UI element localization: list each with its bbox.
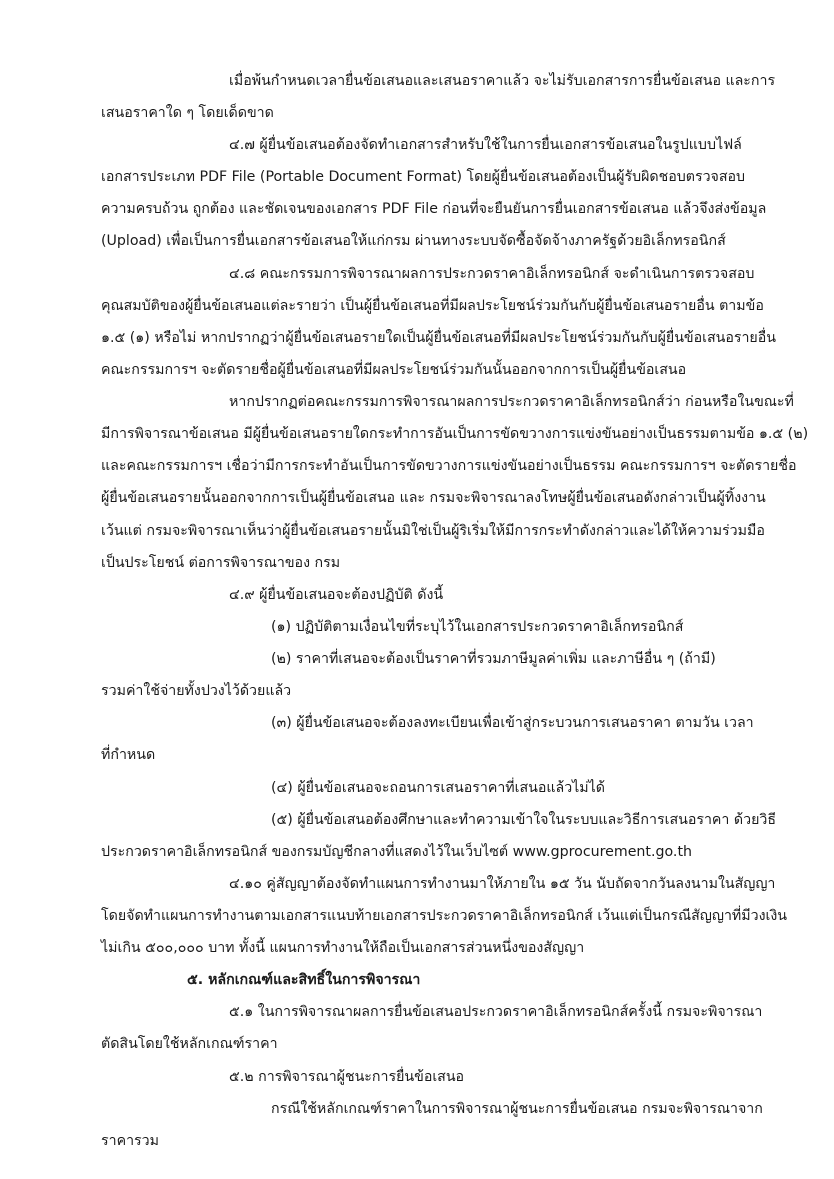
text-line: ๔.๘ คณะกรรมการพิจารณาผลการประกวดราคาอิเล็กทรอนิกส์ จะดำเนินการตรวจสอบ (229, 266, 755, 282)
text-line: ที่กำหนด (101, 747, 156, 763)
text-line: (๕) ผู้ยื่นข้อเสนอต้องศึกษาและทำความเข้าใจในระบบและวิธีการเสนอราคา ด้วยวิธี (271, 812, 777, 828)
text-line: ๔.๙ ผู้ยื่นข้อเสนอจะต้องปฏิบัติ ดังนี้ (229, 587, 444, 603)
text-line: เมื่อพ้นกำหนดเวลายื่นข้อเสนอและเสนอราคาแล้ว จะไม่รับเอกสารการยื่นข้อเสนอ และการ (229, 73, 776, 89)
text-line: คุณสมบัติของผู้ยื่นข้อเสนอแต่ละรายว่า เป็นผู้ยื่นข้อเสนอที่มีผลประโยชน์ร่วมกันกับผู้ยื่นข้อเสนอรายอื่น ตามข้อ (101, 298, 764, 314)
text-line: ๑.๕ (๑) หรือไม่ หากปรากฏว่าผู้ยื่นข้อเสนอรายใดเป็นผู้ยื่นข้อเสนอที่มีผลประโยชน์ร่วมกันกับผู้ยื่นข้อเสนอรายอื่น (101, 330, 776, 346)
text-line: (๔) ผู้ยื่นข้อเสนอจะถอนการเสนอราคาที่เสนอแล้วไม่ได้ (271, 780, 606, 796)
text-line: และคณะกรรมการฯ เชื่อว่ามีการกระทำอันเป็นการขัดขวางการแข่งขันอย่างเป็นธรรม คณะกรรมการฯ จะตัดรายชื่อ (101, 458, 797, 474)
text-line: หากปรากฏต่อคณะกรรมการพิจารณาผลการประกวดราคาอิเล็กทรอนิกส์ว่า ก่อนหรือในขณะที่ (229, 394, 794, 410)
text-line: ประกวดราคาอิเล็กทรอนิกส์ ของกรมบัญชีกลางที่แสดงไว้ในเว็บไซต์ www.gprocurement.go.th (101, 844, 692, 860)
section-heading: ๕. หลักเกณฑ์และสิทธิ์ในการพิจารณา (187, 972, 421, 988)
text-line: ตัดสินโดยใช้หลักเกณฑ์ราคา (101, 1036, 278, 1052)
text-line: คณะกรรมการฯ จะตัดรายชื่อผู้ยื่นข้อเสนอที่มีผลประโยชน์ร่วมกันนั้นออกจากการเป็นผู้ยื่นข้อเสนอ (101, 362, 687, 378)
text-line: ผู้ยื่นข้อเสนอรายนั้นออกจากการเป็นผู้ยื่นข้อเสนอ และ กรมจะพิจารณาลงโทษผู้ยื่นข้อเสนอดังกล่าวเป็นผู้ทิ้งงาน (101, 490, 766, 506)
text-line: รวมค่าใช้จ่ายทั้งปวงไว้ด้วยแล้ว (101, 683, 292, 699)
text-line: ๕.๑ ในการพิจารณาผลการยื่นข้อเสนอประกวดราคาอิเล็กทรอนิกส์ครั้งนี้ กรมจะพิจารณา (229, 1004, 763, 1020)
text-line: โดยจัดทำแผนการทำงานตามเอกสารแนบท้ายเอกสารประกวดราคาอิเล็กทรอนิกส์ เว้นแต่เป็นกรณีสัญญาที่มีวงเงิน (101, 908, 788, 924)
text-line: ความครบถ้วน ถูกต้อง และชัดเจนของเอกสาร PDF File ก่อนที่จะยืนยันการยื่นเอกสารข้อเสนอ แล้วจึงส่งข้อมูล (101, 201, 767, 217)
text-line: (๒) ราคาที่เสนอจะต้องเป็นราคาที่รวมภาษีมูลค่าเพิ่ม และภาษีอื่น ๆ (ถ้ามี) (271, 651, 716, 667)
text-line: ไม่เกิน ๕๐๐,๐๐๐ บาท ทั้งนี้ แผนการทำงานให้ถือเป็นเอกสารส่วนหนึ่งของสัญญา (101, 940, 585, 956)
text-line: ๔.๑๐ คู่สัญญาต้องจัดทำแผนการทำงานมาให้ภายใน ๑๕ วัน นับถัดจากวันลงนามในสัญญา (229, 876, 776, 892)
text-line: ๔.๗ ผู้ยื่นข้อเสนอต้องจัดทำเอกสารสำหรับใช้ในการยื่นเอกสารข้อเสนอในรูปแบบไฟล์ (229, 137, 742, 153)
text-line: (Upload) เพื่อเป็นการยื่นเอกสารข้อเสนอให้แก่กรม ผ่านทางระบบจัดซื้อจัดจ้างภาครัฐด้วยอิเล็กทรอนิกส์ (101, 233, 726, 249)
text-line: ราคารวม (101, 1133, 159, 1149)
text-line: กรณีใช้หลักเกณฑ์ราคาในการพิจารณาผู้ชนะการยื่นข้อเสนอ กรมจะพิจารณาจาก (271, 1101, 763, 1117)
text-line: เป็นประโยชน์ ต่อการพิจารณาของ กรม (101, 555, 341, 571)
text-line: (๑) ปฏิบัติตามเงื่อนไขที่ระบุไว้ในเอกสารประกวดราคาอิเล็กทรอนิกส์ (271, 619, 684, 635)
text-line: (๓) ผู้ยื่นข้อเสนอจะต้องลงทะเบียนเพื่อเข้าสู่กระบวนการเสนอราคา ตามวัน เวลา (271, 715, 754, 731)
text-line: เว้นแต่ กรมจะพิจารณาเห็นว่าผู้ยื่นข้อเสนอรายนั้นมิใช่เป็นผู้ริเริ่มให้มีการกระทำดังกล่าวและได้ให้ความร่วมมือ (101, 523, 765, 539)
text-line: เอกสารประเภท PDF File (Portable Document Format) โดยผู้ยื่นข้อเสนอต้องเป็นผู้รับผิดชอบตรวจสอบ (101, 169, 746, 185)
text-line: เสนอราคาใด ๆ โดยเด็ดขาด (101, 105, 274, 121)
text-line: ๕.๒ การพิจารณาผู้ชนะการยื่นข้อเสนอ (229, 1069, 465, 1085)
text-line: มีการพิจารณาข้อเสนอ มีผู้ยื่นข้อเสนอรายใดกระทำการอันเป็นการขัดขวางการแข่งขันอย่างเป็นธรรมตามข้อ ๑.๕ (๒) (101, 426, 809, 442)
